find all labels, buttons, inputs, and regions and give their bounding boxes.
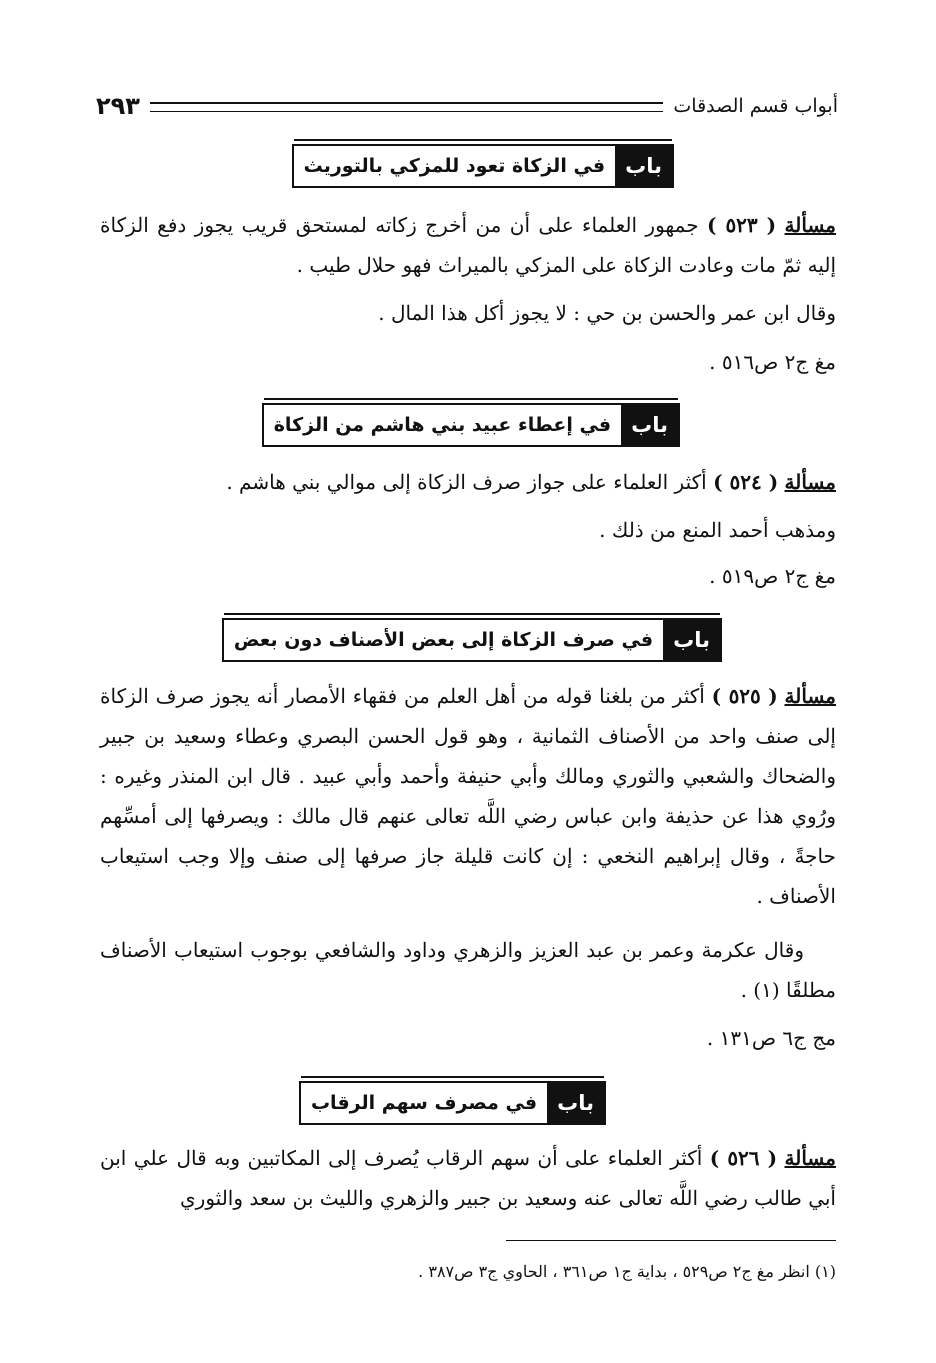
page-number: ٢٩٣ (96, 92, 140, 120)
chapter-title: في الزكاة تعود للمزكي بالتوريث (303, 155, 606, 177)
issue-number: ( ٥٢٤ ) (713, 470, 779, 494)
issue-number: ( ٥٢٦ ) (709, 1146, 778, 1170)
issue-label: مسألة (784, 684, 836, 708)
issue-paragraph (100, 205, 836, 285)
text-line: وقال ابن عمر والحسن بن حي : لا يجوز أكل هذا المال . (378, 301, 836, 325)
issue-text: أكثر العلماء على جواز صرف الزكاة إلى موالي بني هاشم . (226, 470, 707, 494)
page-header (96, 86, 838, 126)
heading-rule (224, 613, 720, 615)
chapter-tag: باب (621, 405, 678, 445)
text-line: ومذهب أحمد المنع من ذلك . (599, 518, 836, 542)
chapter-heading (222, 618, 722, 662)
heading-rule (264, 398, 678, 400)
issue-paragraph (100, 1138, 836, 1218)
chapter-title: في صرف الزكاة إلى بعض الأصناف دون بعض (233, 629, 654, 651)
source-reference: مج ج٦ ص١٣١ . (706, 1026, 836, 1050)
source-reference: مغ ج٢ ص٥١٦ . (709, 350, 836, 374)
heading-rule (301, 1076, 604, 1078)
chapter-heading (292, 144, 674, 188)
heading-rule (294, 139, 672, 141)
chapter-heading (299, 1081, 606, 1125)
issue-text: أكثر من بلغنا قوله من أهل العلم من فقهاء الأمصار أنه يجوز صرف الزكاة إلى صنف واحد من الأصناف الثمانية ، وهو قول الحسن البصري وعطاء وسعيد بن جبير والضحاك والشعبي والثوري ومالك وأبي حنيفة وأحمد وأبي عبيد . قال ابن المنذر وغيره : ورُوي هذا عن حذيفة وابن عباس رضي اللَّه تعالى عنهم قال مالك : ويصرفها إلى أمسِّهم حاجةً ، وقال إبراهيم النخعي : إن كانت قليلة جاز صرفها إلى صنف وإلا وجب استيعاب الأصناف . (100, 684, 836, 908)
chapter-tag: باب (547, 1083, 604, 1123)
issue-number: ( ٥٢٥ ) (711, 684, 778, 708)
text-paragraph: وقال عكرمة وعمر بن عبد العزيز والزهري وداود والشافعي بوجوب استيعاب الأصناف مطلقًا (١) . (100, 938, 836, 1002)
running-title: أبواب قسم الصدقات (673, 95, 838, 117)
chapter-title: في مصرف سهم الرقاب (310, 1092, 538, 1114)
issue-number: ( ٥٢٣ ) (706, 213, 777, 237)
issue-paragraph (100, 462, 836, 502)
chapter-tag: باب (663, 620, 720, 660)
issue-label: مسألة (784, 213, 837, 237)
issue-text: أكثر العلماء على أن سهم الرقاب يُصرف إلى المكاتبين وبه قال علي ابن أبي طالب رضي اللَّه تعالى عنه وسعيد بن جبير والزهري والليث بن سعد والثوري (100, 1146, 836, 1210)
chapter-title: في إعطاء عبيد بني هاشم من الزكاة (273, 414, 612, 436)
issue-paragraph (100, 676, 836, 916)
footnote-separator (506, 1240, 836, 1241)
header-rule (150, 102, 663, 112)
chapter-heading (262, 403, 680, 447)
issue-label: مسألة (784, 470, 836, 494)
source-reference: مغ ج٢ ص٥١٩ . (709, 564, 836, 588)
footnote: (١) انظر مغ ج٢ ص٥٢٩ ، بداية ج١ ص٣٦١ ، الحاوي ج٣ ص٣٨٧ . (418, 1262, 836, 1281)
issue-text: جمهور العلماء على أن من أخرج زكاته لمستحق قريب يجوز دفع الزكاة إليه ثمّ مات وعادت الزكاة على المزكي بالميراث فهو حلال طيب . (100, 213, 836, 277)
chapter-tag: باب (615, 146, 672, 186)
issue-label: مسألة (784, 1146, 836, 1170)
